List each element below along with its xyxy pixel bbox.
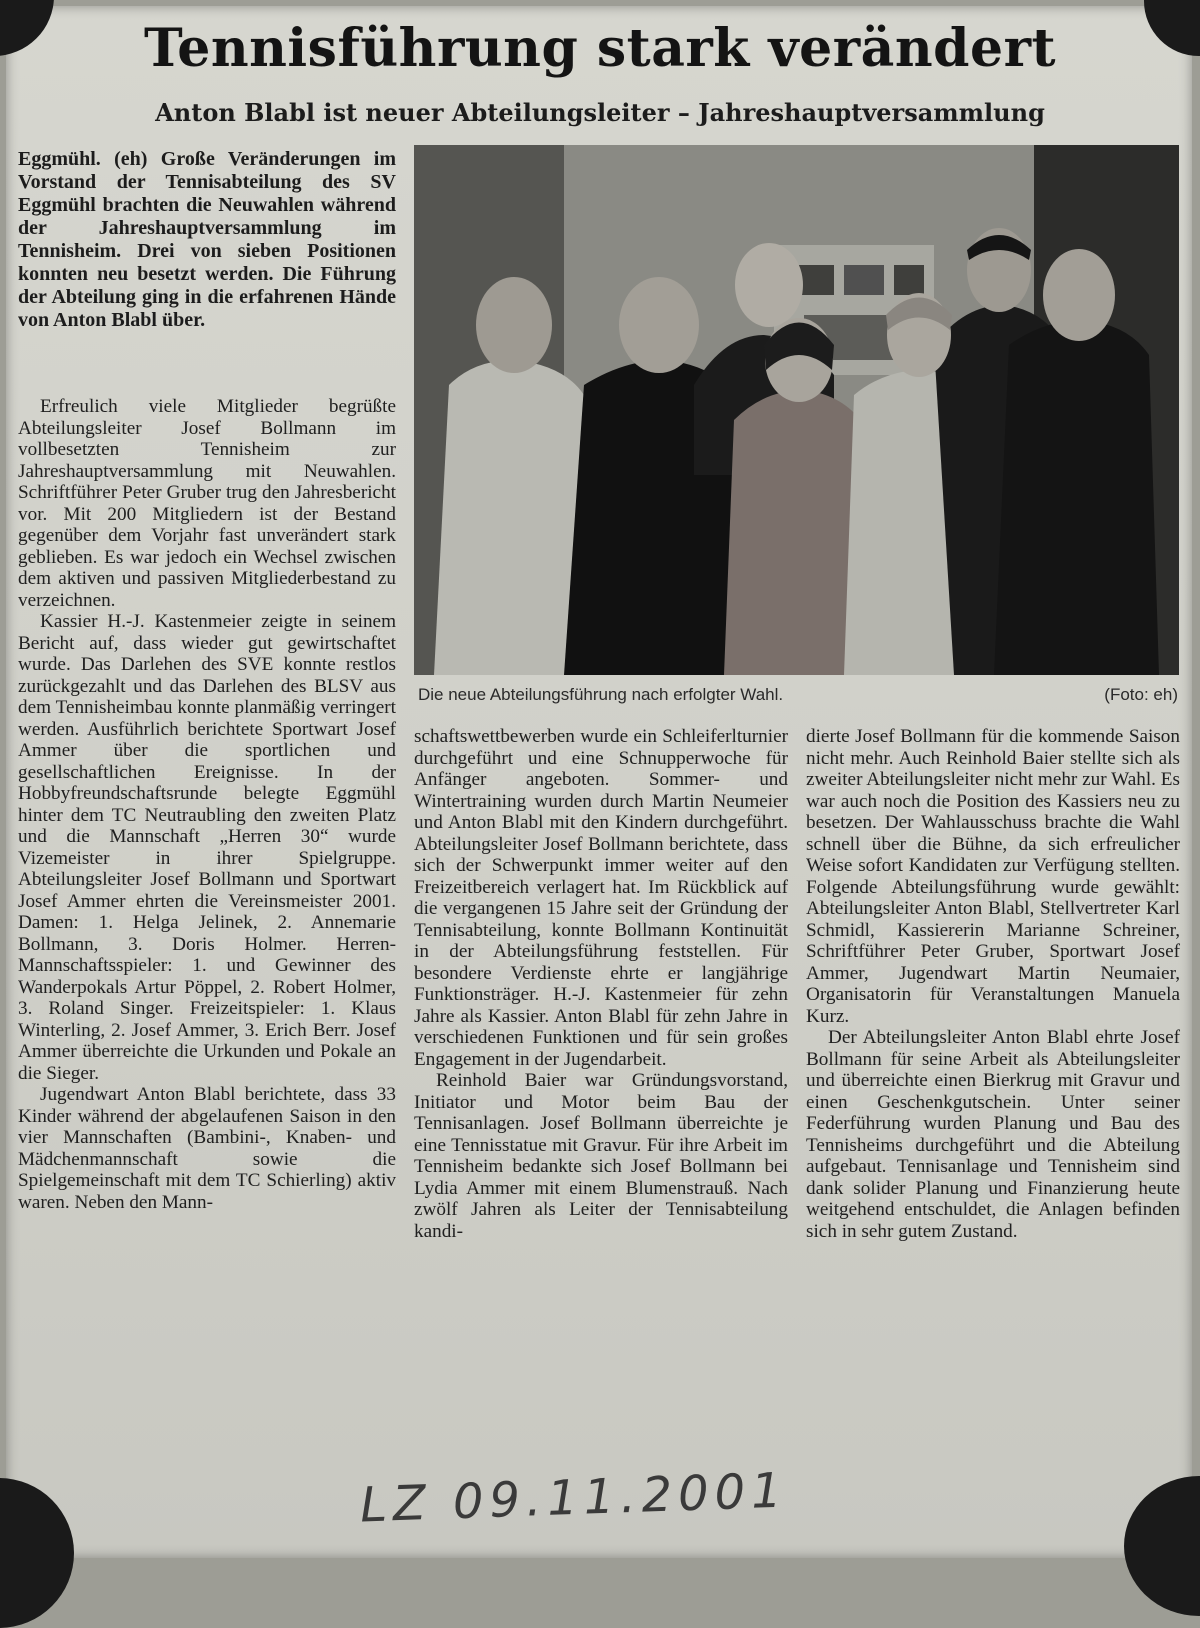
article-column-2 <box>414 726 788 1242</box>
group-photo-illustration <box>414 145 1179 675</box>
paragraph: dierte Josef Bollmann für die kommende Saison nicht mehr. Auch Reinhold Baier stellte sich als zweiter Abteilungsleiter nicht mehr zur Wahl. Es war auch noch die Position des Kassiers neu zu besetzen. Der Wahlausschuss brachte die Wahl schnell über die Bühne, da sich erfreulicher Weise sofort Kandidaten zur Verfügung stellten. Folgende Abteilungsführung wurde gewählt: Abteilungsleiter Anton Blabl, Stellvertreter Karl Schmidl, Kassiererin Marianne Schreiner, Schriftführer Peter Gruber, Sportwart Josef Ammer, Jugendwart Martin Neumaier, Organisatorin für Veranstaltungen Manuela Kurz. <box>806 726 1180 1027</box>
corner-shadow <box>0 1478 74 1628</box>
handwritten-date: LZ 09.11.2001 <box>359 1462 789 1534</box>
photo-caption: Die neue Abteilungsführung nach erfolgter Wahl. <box>418 685 784 704</box>
paragraph: Erfreulich viele Mitglieder begrüßte Abteilungsleiter Josef Bollmann im vollbesetzten Tennisheim zur Jahreshauptversammlung mit Neuwahlen. Schriftführer Peter Gruber trug den Jahresbericht vor. Mit 200 Mitgliedern ist der Bestand gegenüber dem Vorjahr fast unverändert stark geblieben. Es war jedoch ein Wechsel zwischen dem aktiven und passiven Mitgliederbestand zu verzeichnen. <box>18 396 396 611</box>
paragraph: Der Abteilungsleiter Anton Blabl ehrte Josef Bollmann für seine Arbeit als Abteilungsleiter und überreichte einen Bierkrug mit Gravur und einen Geschenkgutschein. Unter seiner Federführung wurden Planung und Bau des Tennisheims durchgeführt und die Abteilung aufgebaut. Tennisanlage und Tennisheim sind dank solider Planung und Finanzierung heute weitgehend entschuldet, die Anlagen befinden sich in sehr gutem Zustand. <box>806 1027 1180 1242</box>
group-photo <box>414 145 1179 675</box>
paragraph: Kassier H.-J. Kastenmeier zeigte in seinem Bericht auf, dass wieder gut gewirtschaftet wurde. Das Darlehen des SVE konnte restlos zurückgezahlt und das Darlehen des BLSV aus dem Tennisheimbau konnte planmäßig verringert werden. Ausführlich berichtete Sportwart Josef Ammer über die sportlichen und gesellschaftlichen Ereignisse. In der Hobbyfreundschaftsrunde belegte Eggmühl hinter dem TC Neutraubling den zweiten Platz und die Mannschaft „Herren 30“ wurde Vizemeister in ihrer Spielgruppe. Abteilungsleiter Josef Bollmann und Sportwart Josef Ammer ehrten die Vereinsmeister 2001. Damen: 1. Helga Jelinek, 2. Annemarie Bollmann, 3. Doris Holmer. Herren-Mannschaftsspieler: 1. und Gewinner des Wanderpokals Artur Pöppel, 2. Robert Holmer, 3. Roland Singer. Freizeitspieler: 1. Klaus Winterling, 2. Josef Ammer, 3. Erich Berr. Josef Ammer überreichte die Urkunden und Pokale an die Sieger. <box>18 611 396 1084</box>
paragraph: schaftswettbewerben wurde ein Schleiferlturnier durchgeführt und eine Schnupperwoche für Anfänger angeboten. Sommer- und Wintertraining wurden durch Martin Neumeier und Anton Blabl mit den Kindern durchgeführt. Abteilungsleiter Josef Bollmann berichtete, dass sich der Schwerpunkt immer weiter auf den Freizeitbereich verlagert hat. Im Rückblick auf die vergangenen 15 Jahre seit der Gründung der Tennisabteilung, konnte Bollmann Kontinuität in der Abteilungsführung feststellen. Für besondere Verdienste ehrte er langjährige Funktionsträger. H.-J. Kastenmeier für zehn Jahre als Kassier. Anton Blabl für zehn Jahre in verschiedenen Funktionen und für sein großes Engagement in der Jugendarbeit. <box>414 726 788 1070</box>
photo-credit: (Foto: eh) <box>1104 685 1178 704</box>
corner-shadow <box>1144 0 1200 56</box>
headline: Tennisführung stark verändert <box>144 18 1056 79</box>
article-column-3 <box>806 726 1180 1242</box>
intro-paragraph: Eggmühl. (eh) Große Veränderungen im Vorstand der Tennisabteilung des SV Eggmühl brachten die Neuwahlen während der Jahreshauptversammlung im Tennisheim. Drei von sieben Positionen konnten neu besetzt werden. Die Führung der Abteilung ging in die erfahrenen Hände von Anton Blabl über. <box>18 148 396 331</box>
paragraph: Reinhold Baier war Gründungsvorstand, Initiator und Motor beim Bau der Tennisanlagen. Josef Bollmann überreichte je eine Tennisstatue mit Gravur. Für ihre Arbeit im Tennisheim bedankte sich Josef Bollmann bei Lydia Ammer mit einem Blumenstrauß. Nach zwölf Jahren als Leiter der Tennisabteilung kandi- <box>414 1070 788 1242</box>
subheadline: Anton Blabl ist neuer Abteilungsleiter – Jahreshauptversammlung <box>155 98 1045 127</box>
corner-shadow <box>0 0 54 56</box>
photo-caption-row <box>418 685 1180 705</box>
article-column-1 <box>18 396 396 1213</box>
corner-shadow <box>1124 1476 1200 1616</box>
paragraph: Jugendwart Anton Blabl berichtete, dass 33 Kinder während der abgelaufenen Saison in den vier Mannschaften (Bambini-, Knaben- und Mädchenmannschaft sowie die Spielgemeinschaft mit dem TC Schierling) aktiv waren. Neben den Mann- <box>18 1084 396 1213</box>
